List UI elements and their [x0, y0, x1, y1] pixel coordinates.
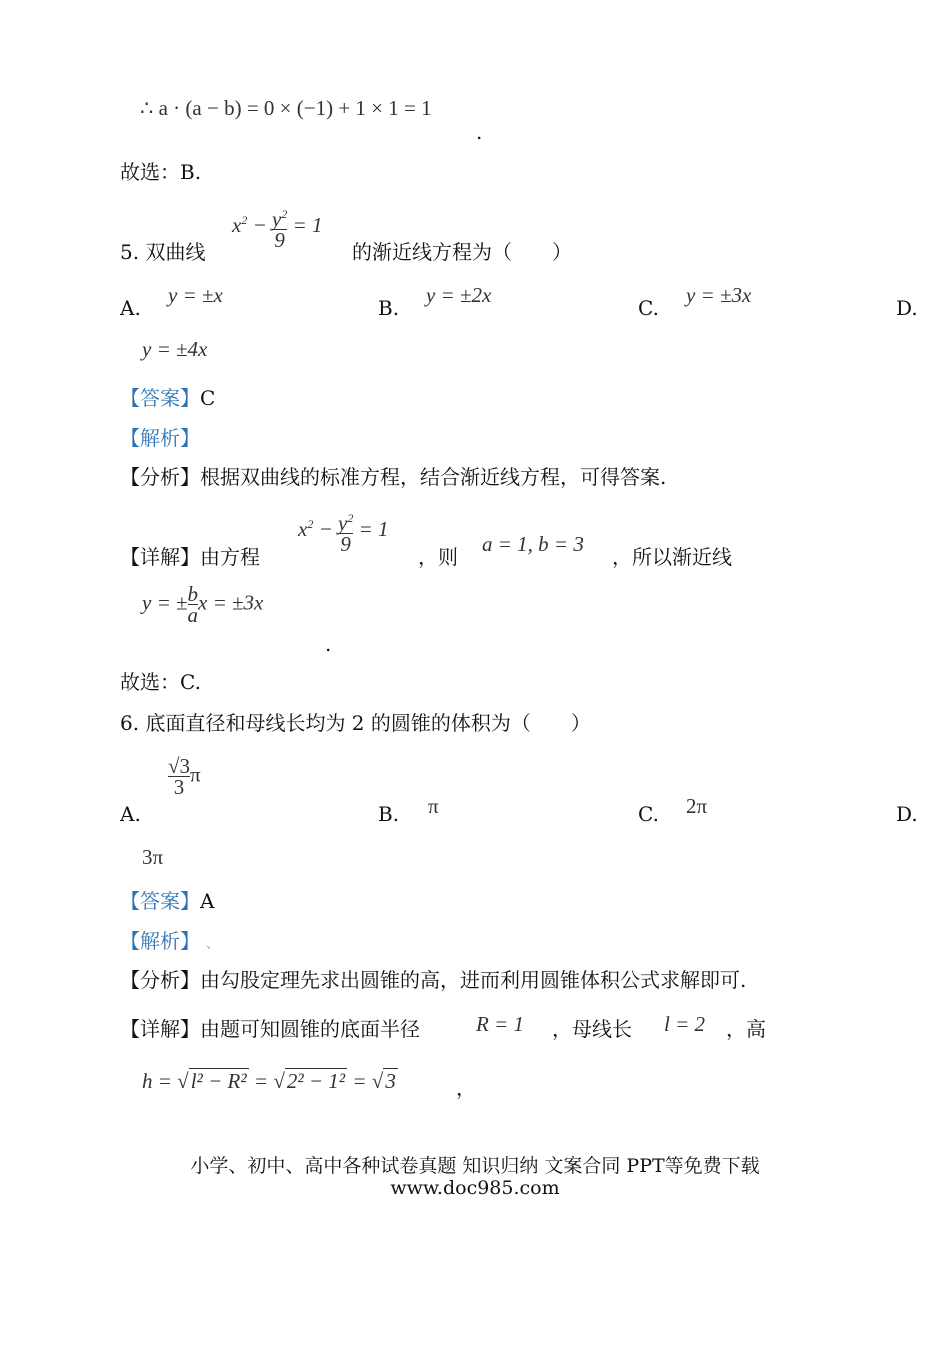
- eq-x: x: [232, 212, 242, 237]
- q5-xiangjie-2: ，则: [418, 545, 458, 569]
- asym-fraction: [188, 584, 199, 625]
- fenxi-tag: 【分析】: [120, 968, 200, 992]
- choose-b-line: 故选：B.: [120, 160, 202, 184]
- xiangjie-text: 由方程: [200, 545, 260, 569]
- fenxi-tag: 【分析】: [120, 465, 200, 489]
- q5-opt-d-label: D.: [896, 296, 918, 320]
- q5-opt-d: y = ±4x: [142, 337, 208, 361]
- q5-opt-c: y = ±3x: [686, 283, 752, 307]
- analysis-tag: 【解析】: [120, 929, 190, 953]
- h-mid-2: =: [352, 1069, 367, 1093]
- detail-eq-rhs: = 1: [358, 516, 389, 541]
- q6-r-value: R = 1: [476, 1012, 524, 1036]
- analysis-mark: 、: [206, 937, 220, 952]
- h-radical-1: l² − R²: [190, 1069, 247, 1093]
- q5-opt-a: y = ±x: [168, 283, 223, 307]
- q6-l-value: l = 2: [664, 1012, 706, 1036]
- answer-value: C: [200, 386, 216, 410]
- q5-fenxi: [120, 465, 666, 489]
- q6-xiangjie-1: [120, 1017, 420, 1041]
- answer-tag: 【答案】: [120, 386, 200, 410]
- q5-opt-b-label: B.: [378, 296, 400, 320]
- q6-analysis: [120, 929, 219, 957]
- q5-xiangjie-1: [120, 545, 260, 569]
- vector-equation: ∴ a · (a − b) = 0 × (−1) + 1 × 1 = 1: [140, 96, 432, 120]
- q6-opt-a-label: A.: [120, 802, 141, 826]
- detail-eq-fraction: $\frac{y^2}{9}$: [338, 511, 354, 556]
- opt-a-pi: π: [190, 762, 201, 787]
- q6-answer: [120, 889, 214, 913]
- xiangjie-tag: 【详解】: [120, 545, 200, 569]
- footer-url: www.doc985.com: [390, 1177, 560, 1199]
- q5-asym-period: .: [325, 632, 332, 656]
- opt-a-fraction: [168, 756, 190, 797]
- opt-a-den: 3: [173, 775, 185, 799]
- fenxi-text: 根据双曲线的标准方程，结合渐近线方程，可得答案.: [200, 465, 667, 489]
- q6-comma: ，: [456, 1076, 476, 1100]
- h-radical-2: 2² − 1²: [286, 1069, 346, 1093]
- asym-suffix: x = ±3x: [198, 590, 264, 615]
- detail-eq-den: 9: [340, 532, 351, 556]
- answer-value: A: [200, 889, 215, 913]
- q6-opt-a: [168, 756, 201, 797]
- q6-opt-c: 2π: [686, 794, 708, 818]
- h-left: h =: [142, 1069, 172, 1093]
- q5-ab-values: a = 1, b = 3: [482, 532, 584, 556]
- asym-den: a: [187, 603, 199, 627]
- q5-analysis-tag: 【解析】: [120, 426, 200, 450]
- eq-rhs: = 1: [292, 212, 323, 237]
- q5-opt-a-label: A.: [120, 296, 141, 320]
- q5-suffix: 的渐近线方程为（ ）: [352, 240, 572, 264]
- q5-choose: 故选：C.: [120, 670, 201, 694]
- q6-opt-d: 3π: [142, 845, 164, 869]
- xiangjie-tag: 【详解】: [120, 1017, 200, 1041]
- q5-detail-equation: $x^2$ − $\frac{y^2}{9}$ = 1: [298, 508, 389, 554]
- eq-den: 9: [274, 228, 285, 252]
- q6-opt-b: π: [428, 794, 439, 818]
- detail-eq-num: y: [338, 511, 348, 535]
- q6-height-equation: h = √l² − R² = √2² − 1² = √3: [142, 1069, 396, 1093]
- opt-a-num: √3: [168, 754, 191, 778]
- q6-opt-d-label: D.: [896, 802, 918, 826]
- fenxi-text: 由勾股定理先求出圆锥的高，进而利用圆锥体积公式求解即可.: [200, 968, 747, 992]
- eq-fraction: $\frac{y^2}{9}$: [272, 207, 288, 252]
- q5-prefix: 5. 双曲线: [120, 240, 206, 264]
- equation-period: .: [476, 120, 483, 144]
- q6-xiangjie-2: ，母线长: [552, 1017, 632, 1041]
- eq-num: y: [272, 207, 282, 231]
- q5-answer: [120, 386, 215, 410]
- q5-opt-b: y = ±2x: [426, 283, 492, 307]
- q6-opt-b-label: B.: [378, 802, 400, 826]
- asym-prefix: y = ±: [142, 590, 188, 615]
- detail-eq-x: x: [298, 516, 308, 541]
- q6-opt-c-label: C.: [638, 802, 659, 826]
- q6-stem: 6. 底面直径和母线长均为 2 的圆锥的体积为（ ）: [120, 711, 591, 735]
- q5-asymptote-equation: [142, 584, 263, 625]
- q6-fenxi: [120, 968, 746, 992]
- q5-hyperbola-equation: $x^2$ − $\frac{y^2}{9}$ = 1: [232, 204, 323, 250]
- q5-xiangjie-3: ，所以渐近线: [612, 545, 732, 569]
- footer-line-1: 小学、初中、高中各种试卷真题 知识归纳 文案合同 PPT等免费下载: [190, 1155, 760, 1177]
- q6-xiangjie-3: ，高: [726, 1017, 766, 1041]
- q5-opt-c-label: C.: [638, 296, 659, 320]
- answer-tag: 【答案】: [120, 889, 200, 913]
- asym-num: b: [187, 582, 199, 606]
- h-mid: =: [253, 1069, 269, 1093]
- xiangjie-text: 由题可知圆锥的底面半径: [200, 1017, 420, 1041]
- h-radical-3: 3: [385, 1069, 396, 1093]
